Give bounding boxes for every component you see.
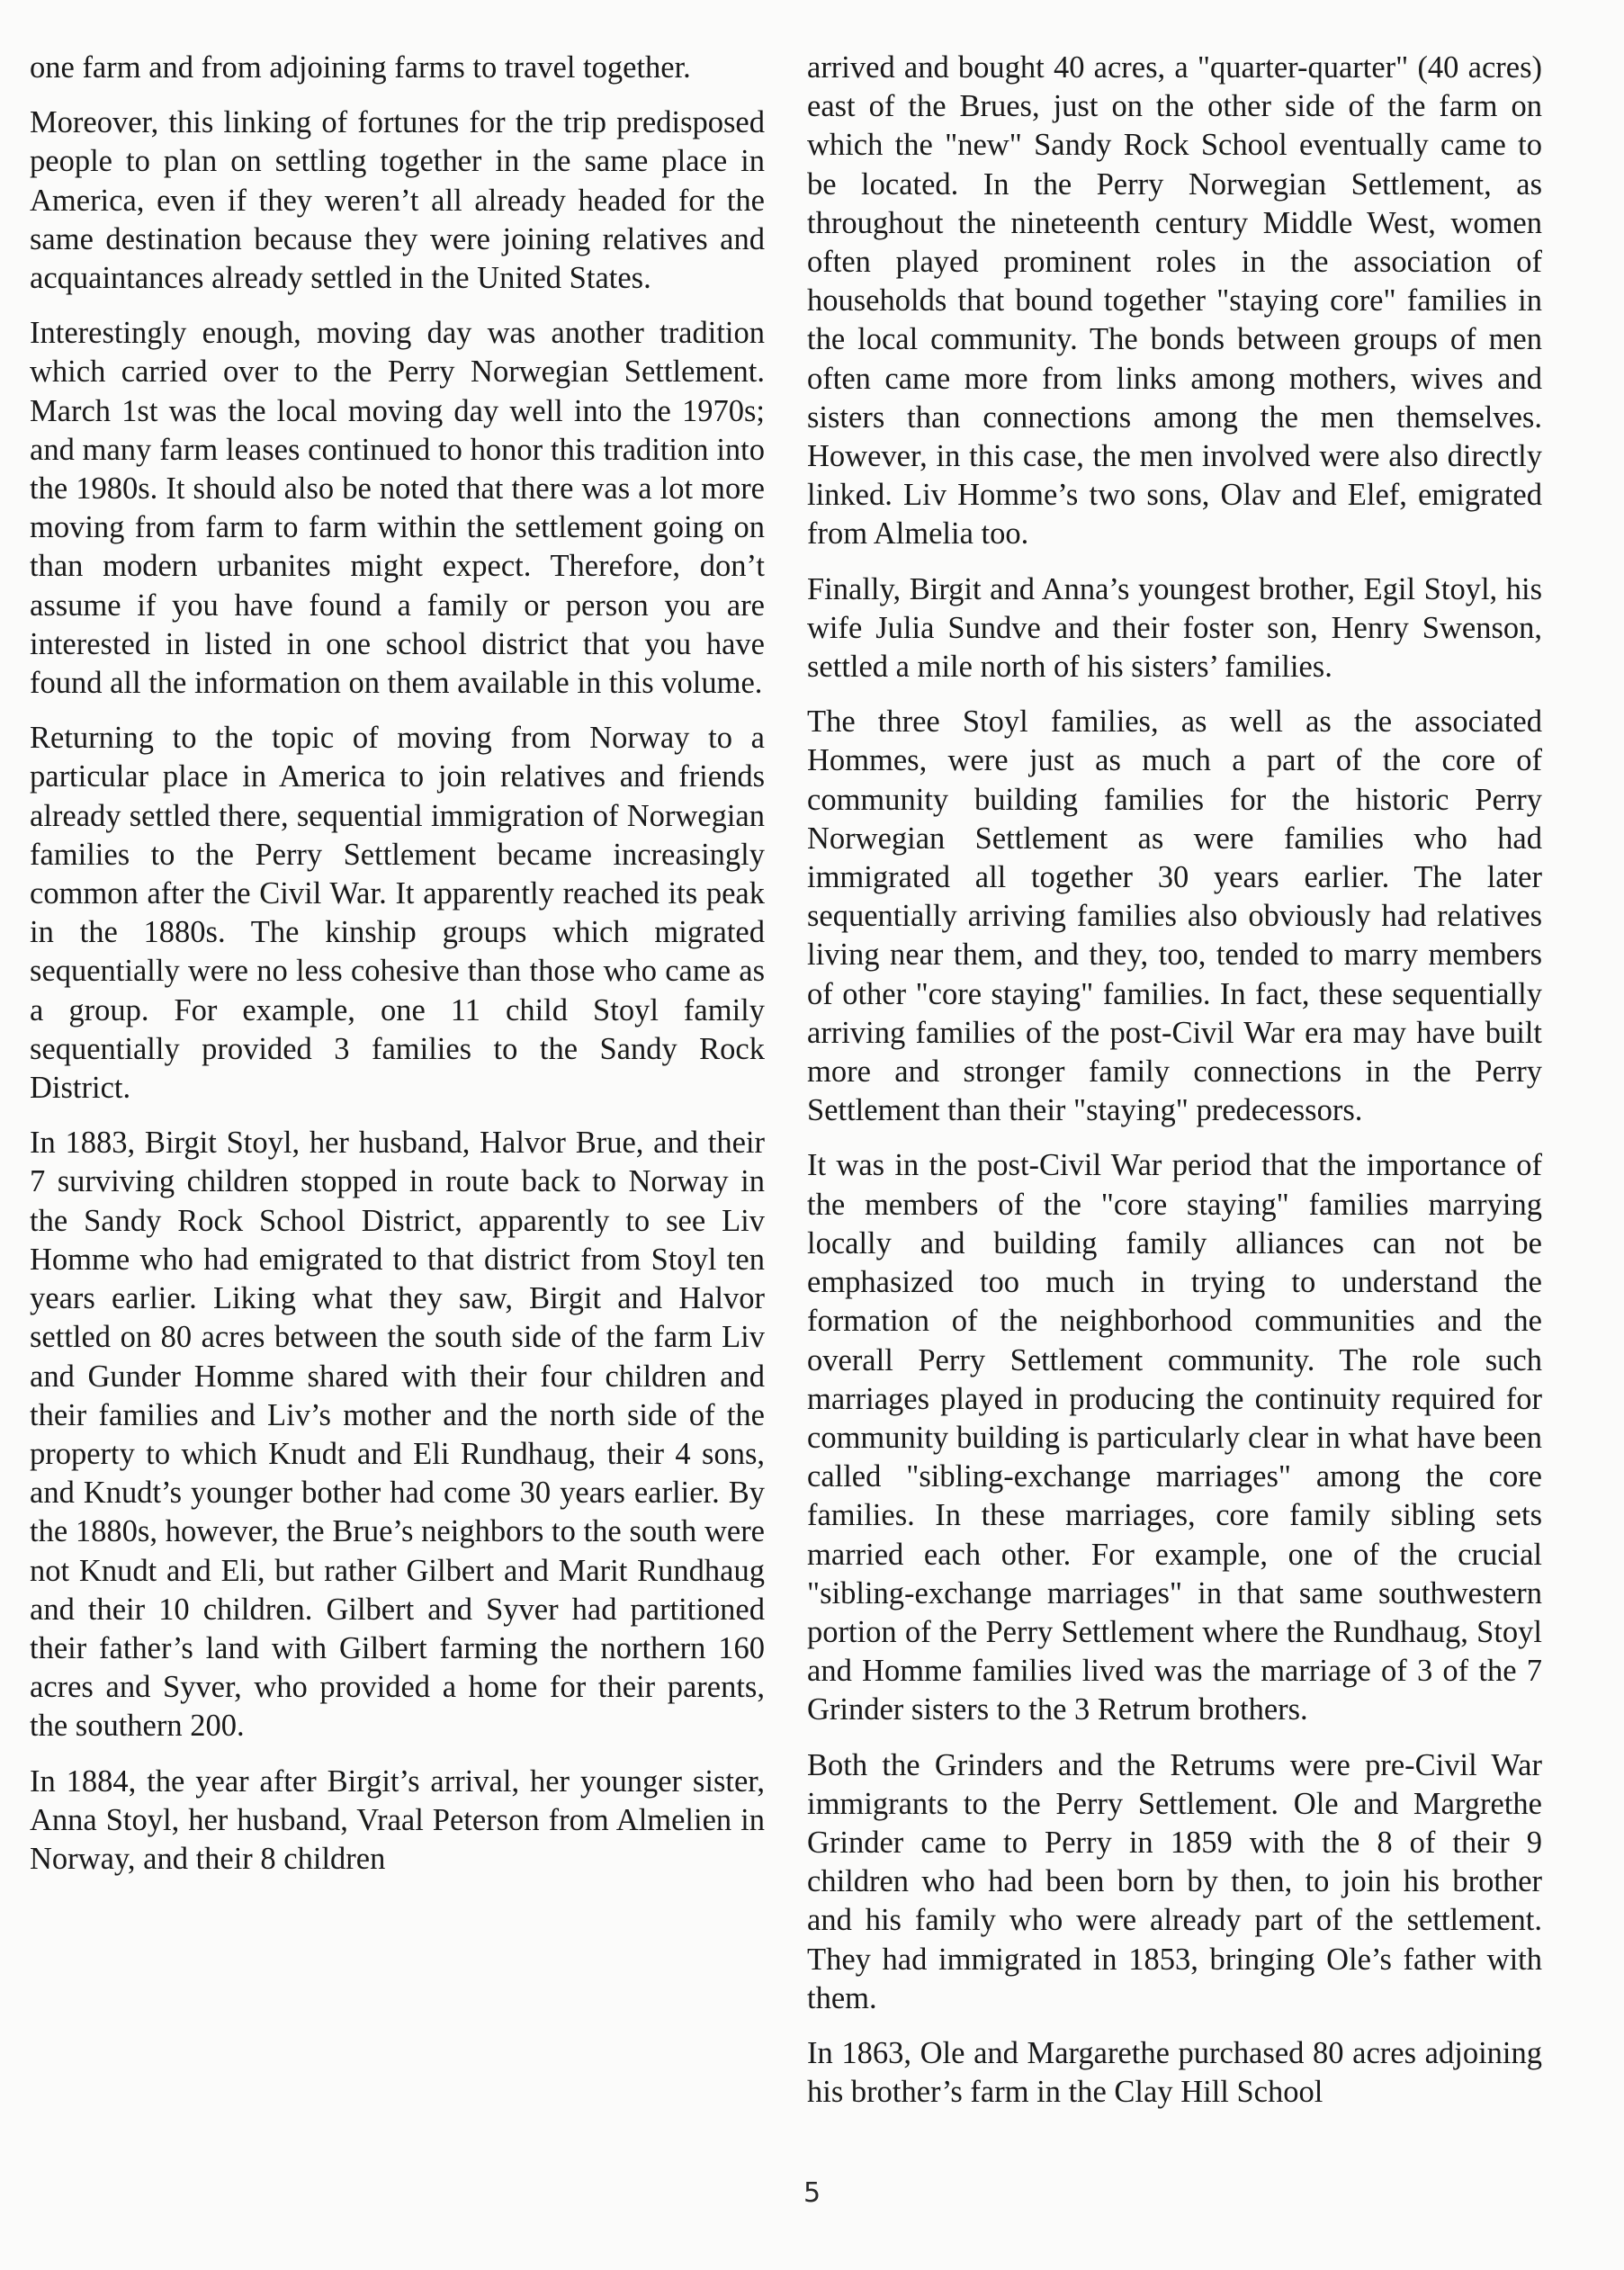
- paragraph: Interestingly enough, moving day was another tradition which carried over to the Perry Norwegian Settlement. March 1st was the local moving day well into the 1970s; and many farm leases continued to honor this tradition into the 1980s. It should also be noted that there was a lot more moving from farm to farm within the settlement going on than modern urbanites might expect. Therefore, don’t assume if you have found a family or person you are interested in listed in one school district that you have found all the information on them available in this volume.: [30, 316, 765, 701]
- paragraph: In 1863, Ole and Margarethe purchased 80 acres adjoining his brother’s farm in the Clay Hill School: [807, 2035, 1542, 2110]
- paragraph: Returning to the topic of moving from Norway to a particular place in America to join relatives and friends already settled there, sequential immigration of Norwegian families to the Perry Settlement became increasingly common after the Civil War. It apparently reached its peak in the 1880s. The kinship groups which migrated sequentially were no less cohesive than those who came as a group. For example, one 11 child Stoyl family sequentially provided 3 families to the Sandy Rock District.: [30, 721, 765, 1106]
- paragraph: one farm and from adjoining farms to travel together.: [30, 50, 691, 85]
- left-text-column: [30, 49, 765, 1895]
- paragraph: In 1884, the year after Birgit’s arrival, her younger sister, Anna Stoyl, her husband, Vraal Peterson from Almelien in Norway, and their 8 children: [30, 1763, 765, 1876]
- paragraph: It was in the post-Civil War period that the importance of the members of the "core staying" families marrying locally and building family alliances can not be emphasized too much in trying to understand the formation of the neighborhood communities and the overall Perry Settlement community. The role such marriages played in producing the continuity required for community building is particularly clear in what have been called "sibling-exchange marriages" among the core families. In these marriages, core family sibling sets married each other. For example, one of the crucial "sibling-exchange marriages" in that same southwestern portion of the Perry Settlement where the Rundhaug, Stoyl and Homme families lived was the marriage of 3 of the 7 Grinder sisters to the 3 Retrum brothers.: [807, 1148, 1542, 1727]
- paragraph: Finally, Birgit and Anna’s youngest brother, Egil Stoyl, his wife Julia Sundve and their foster son, Henry Swenson, settled a mile north of his sisters’ families.: [807, 571, 1542, 685]
- paragraph: In 1883, Birgit Stoyl, her husband, Halvor Brue, and their 7 surviving children stopped in route back to Norway in the Sandy Rock School District, apparently to see Liv Homme who had emigrated to that district from Stoyl ten years earlier. Liking what they saw, Birgit and Halvor settled on 80 acres between the south side of the farm Liv and Gunder Homme shared with their four children and their families and Liv’s mother and the north side of the property to which Knudt and Eli Rundhaug, their 4 sons, and Knudt’s younger bother had come 30 years earlier. By the 1880s, however, the Brue’s neighbors to the south were not Knudt and Eli, but rather Gilbert and Marit Rundhaug and their 10 children. Gilbert and Syver had partitioned their father’s land with Gilbert farming the northern 160 acres and Syver, who provided a home for their parents, the southern 200.: [30, 1126, 765, 1744]
- right-text-column: [807, 49, 1542, 2128]
- page-number: 5: [803, 2177, 821, 2209]
- paragraph: arrived and bought 40 acres, a "quarter-quarter" (40 acres) east of the Brues, just on the other side of the farm on which the "new" Sandy Rock School eventually came to be located. In the Perry Norwegian Settlement, as throughout the nineteenth century Middle West, women often played prominent roles in the association of households that bound together "staying core" families in the local community. The bonds between groups of men often came more from links among mothers, wives and sisters than connections among the men themselves. However, in this case, the men involved were also directly linked. Liv Homme’s two sons, Olav and Elef, emigrated from Almelia too.: [807, 50, 1542, 552]
- paragraph: Both the Grinders and the Retrums were pre-Civil War immigrants to the Perry Settlement. Ole and Margrethe Grinder came to Perry in 1859 with the 8 of their 9 children who had been born by then, to join his brother and his family who were already part of the settlement. They had immigrated in 1853, bringing Ole’s father with them.: [807, 1747, 1542, 2015]
- paragraph: The three Stoyl families, as well as the associated Hommes, were just as much a part of the core of community building families for the historic Perry Norwegian Settlement as were families who had immigrated all together 30 years earlier. The later sequentially arriving families also obviously had relatives living near them, and they, too, tended to marry members of other "core staying" families. In fact, these sequentially arriving families of the post-Civil War era may have built more and stronger family connections in the Perry Settlement than their "staying" predecessors.: [807, 704, 1542, 1128]
- paragraph: Moreover, this linking of fortunes for the trip predisposed people to plan on settling together in the same place in America, even if they weren’t all already headed for the same destination because they were joining relatives and acquaintances already settled in the United States.: [30, 105, 765, 296]
